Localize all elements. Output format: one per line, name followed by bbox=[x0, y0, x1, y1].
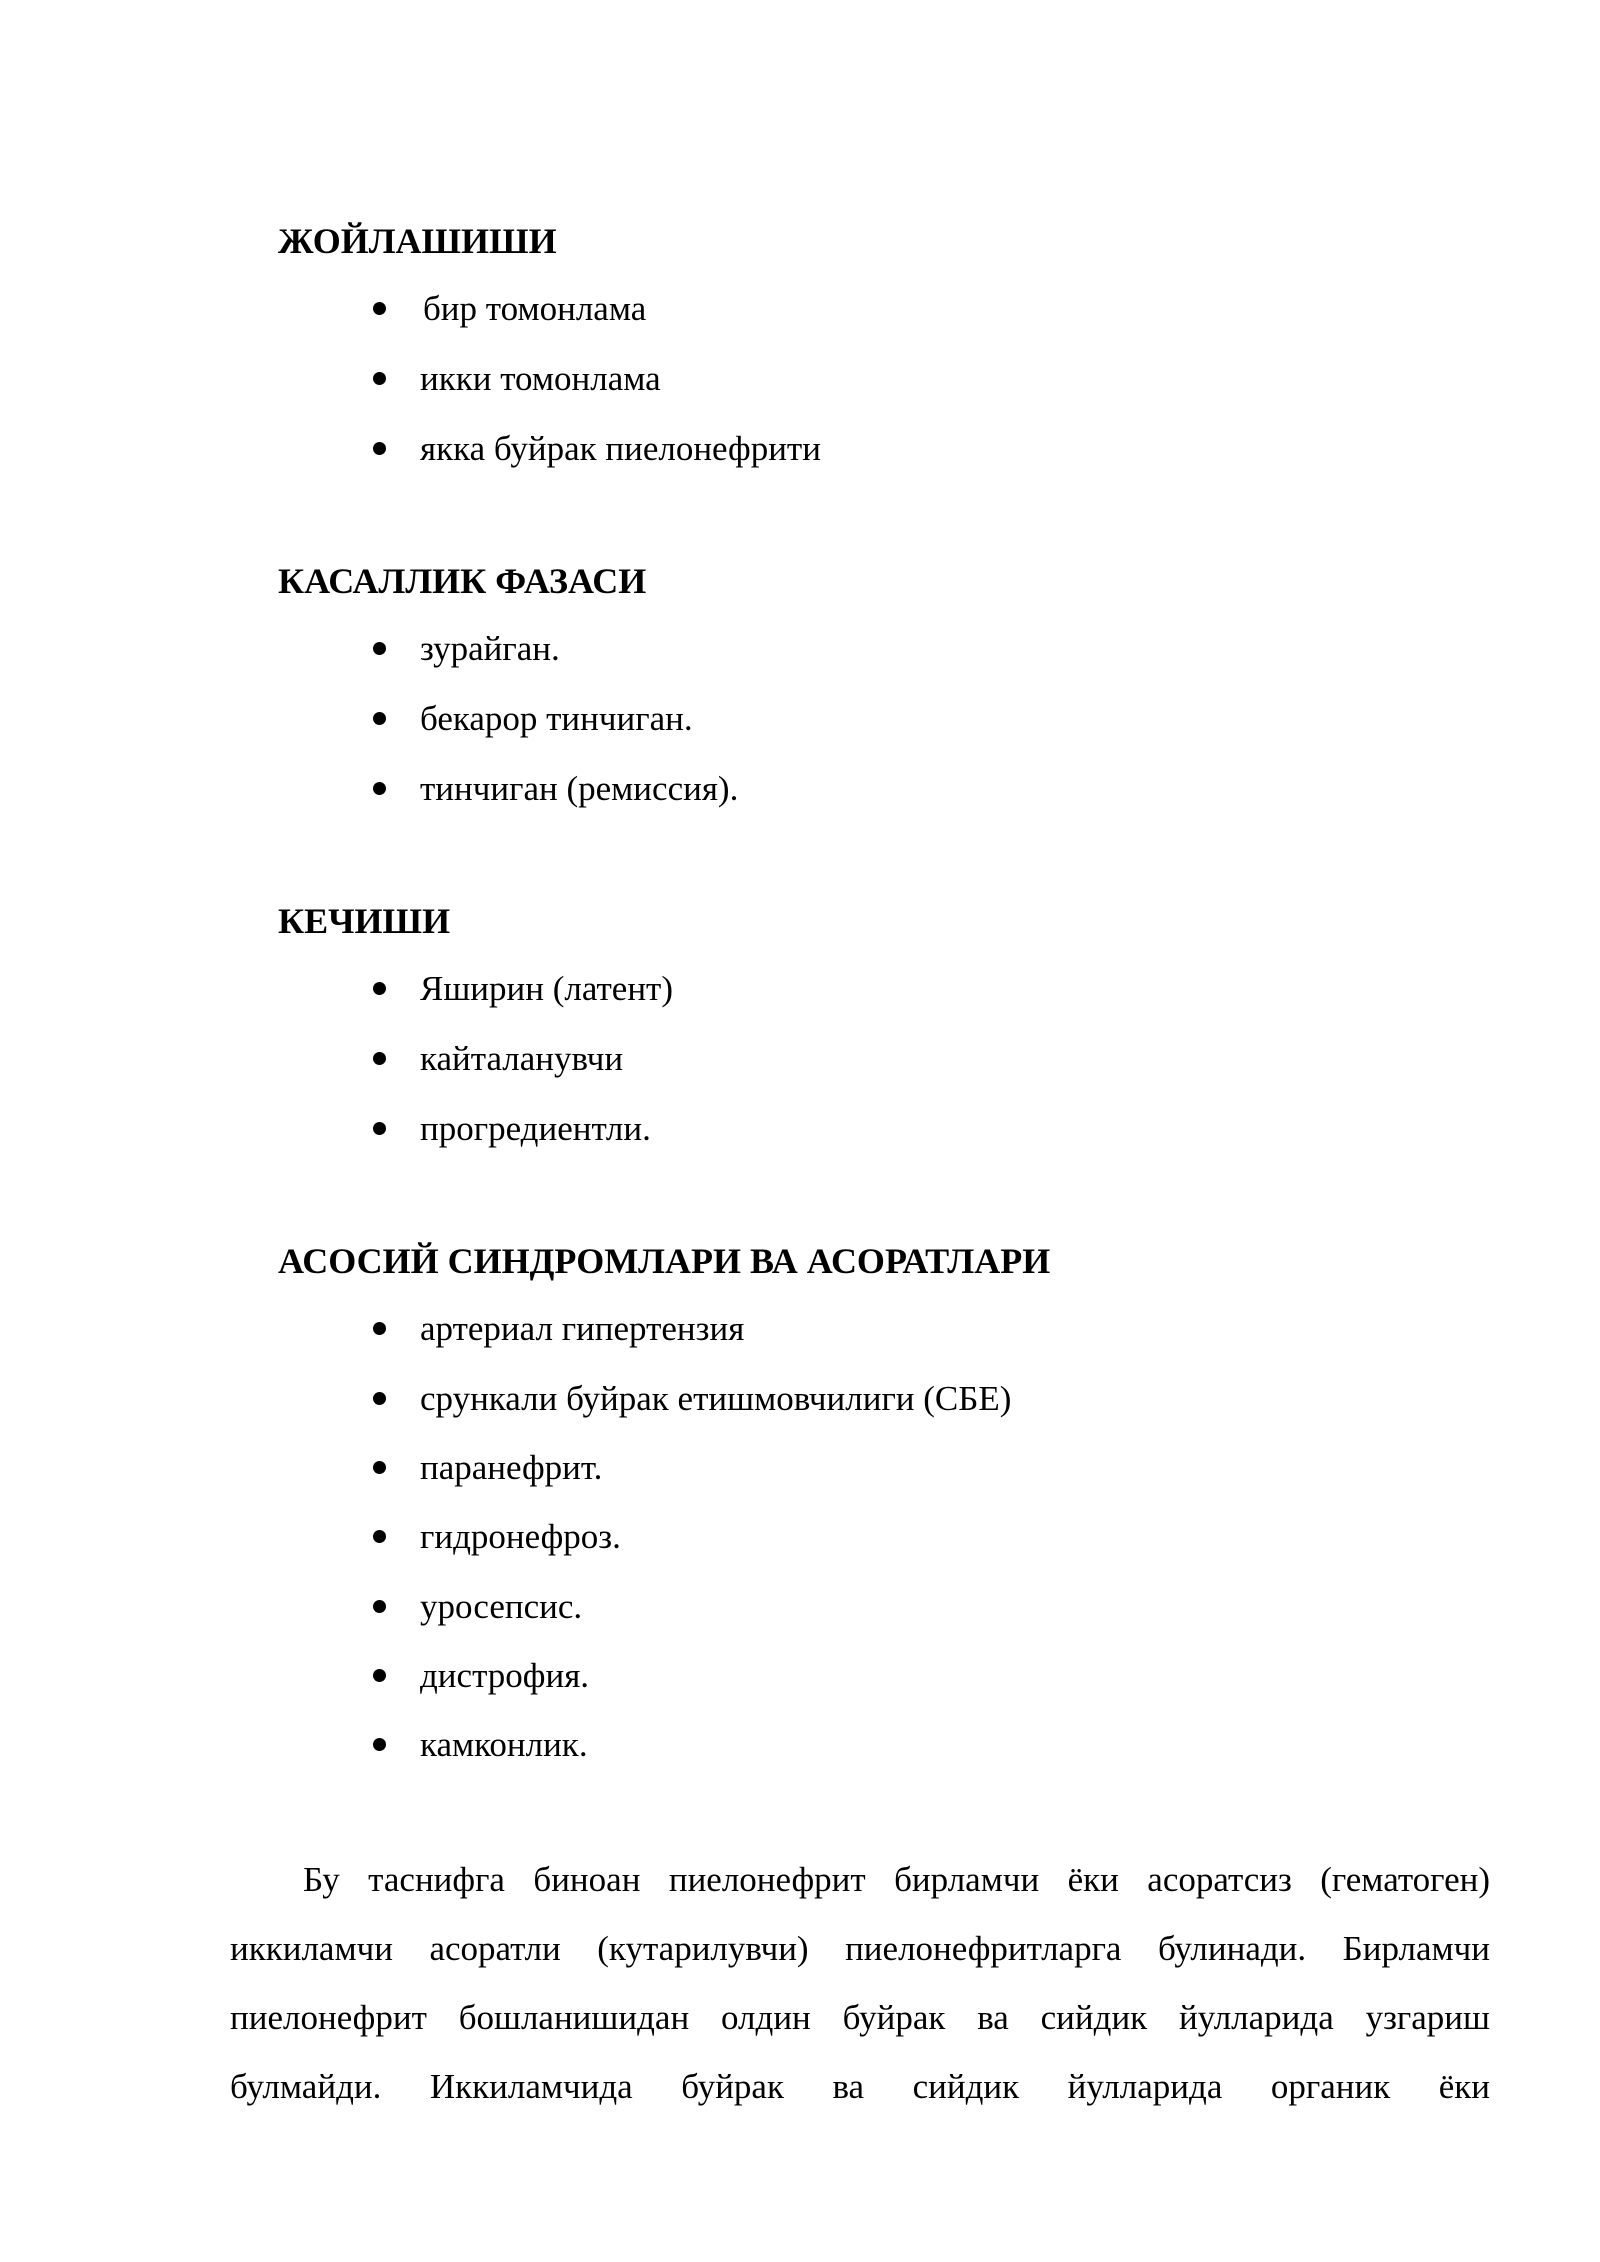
list-item-text: кайталанувчи bbox=[420, 1039, 624, 1078]
list-item-text: дистрофия. bbox=[420, 1656, 590, 1695]
paragraph-line: пиелонефрит бошланишидан олдин буйрак ва сийдик йулларида узгариш bbox=[230, 1998, 1490, 2037]
bullet-icon bbox=[373, 1738, 386, 1751]
section-heading: КАСАЛЛИК ФАЗАСИ bbox=[278, 561, 647, 601]
bullet-icon bbox=[373, 1392, 386, 1405]
list-item-text: бир томонлама bbox=[423, 289, 647, 328]
bullet-icon bbox=[373, 1600, 386, 1613]
bullet-icon bbox=[373, 982, 386, 995]
list-item-text: якка буйрак пиелонефрити bbox=[420, 429, 821, 468]
section-heading: КЕЧИШИ bbox=[278, 901, 451, 941]
bullet-icon bbox=[373, 1461, 386, 1474]
paragraph-line: Бу таснифга биноан пиелонефрит бирламчи ёки асоратсиз (гематоген) bbox=[303, 1860, 1490, 1899]
list-item-text: Яширин (латент) bbox=[420, 969, 673, 1008]
list-item-text: бекарор тинчиган. bbox=[420, 699, 693, 738]
bullet-icon bbox=[373, 782, 386, 795]
list-item-text: прогредиентли. bbox=[420, 1109, 651, 1148]
bullet-icon bbox=[373, 442, 386, 455]
list-item-text: артериал гипертензия bbox=[420, 1309, 745, 1348]
list-item-text: тинчиган (ремиссия). bbox=[420, 769, 739, 808]
list-item-text: зурайган. bbox=[420, 629, 560, 668]
list-item-text: камконлик. bbox=[420, 1725, 588, 1764]
body-paragraph bbox=[230, 1845, 1490, 2121]
bullet-icon bbox=[373, 1530, 386, 1543]
bullet-icon bbox=[373, 1322, 386, 1335]
bullet-icon bbox=[373, 1669, 386, 1682]
list-item-text: гидронефроз. bbox=[420, 1517, 621, 1556]
list-item-text: паранефрит. bbox=[420, 1448, 603, 1487]
list-item-text: уросепсис. bbox=[420, 1587, 583, 1626]
bullet-icon bbox=[373, 372, 386, 385]
bullet-icon bbox=[373, 302, 386, 315]
section-heading: АСОСИЙ СИНДРОМЛАРИ ВА АСОРАТЛАРИ bbox=[278, 1241, 1051, 1281]
bullet-icon bbox=[373, 1122, 386, 1135]
section-heading: ЖОЙЛАШИШИ bbox=[278, 221, 557, 261]
bullet-icon bbox=[373, 1052, 386, 1065]
bullet-icon bbox=[373, 712, 386, 725]
paragraph-line: булмайди. Иккиламчида буйрак ва сийдик йулларида органик ёки bbox=[230, 2067, 1490, 2106]
list-item-text: икки томонлама bbox=[420, 359, 661, 398]
list-item-text: срункали буйрак етишмовчилиги (СБЕ) bbox=[420, 1379, 1012, 1418]
bullet-icon bbox=[373, 642, 386, 655]
paragraph-line: иккиламчи асоратли (кутарилувчи) пиелонефритларга булинади. Бирламчи bbox=[230, 1929, 1490, 1968]
